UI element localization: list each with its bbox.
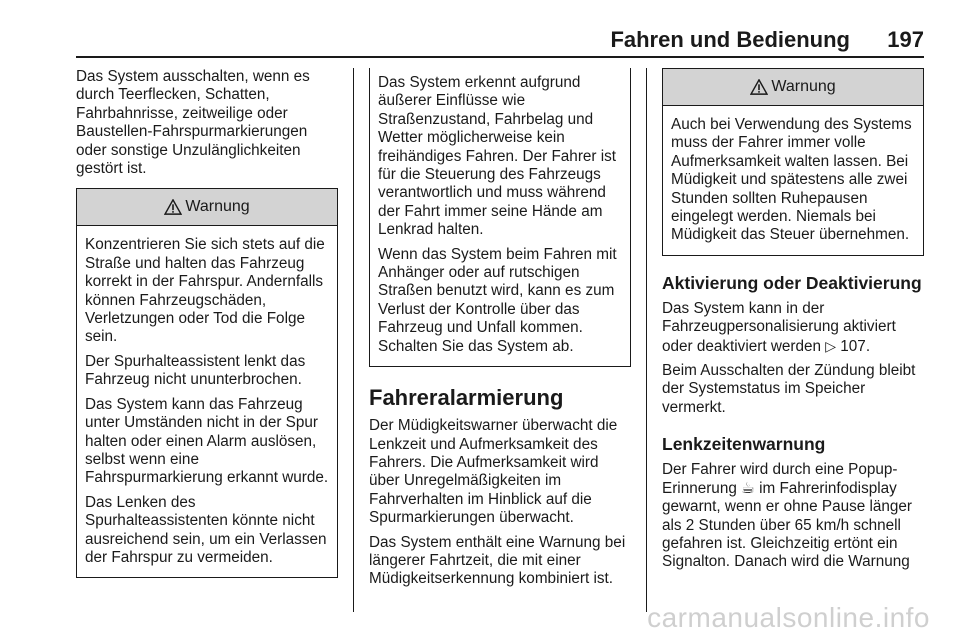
page-number: 197 bbox=[887, 27, 924, 52]
warning-box-2 bbox=[662, 68, 924, 256]
page-reference[interactable]: 107. bbox=[840, 337, 871, 355]
column-divider-right bbox=[646, 68, 647, 612]
warning-triangle-icon bbox=[164, 199, 182, 215]
body-paragraph bbox=[662, 461, 924, 571]
activation-text: Das System kann in der Fahrzeugpersonalisierung aktiviert oder deaktiviert werden bbox=[662, 299, 896, 355]
body-paragraph bbox=[662, 300, 924, 356]
warning-paragraph: Das System kann das Fahrzeug unter Umständen nicht in der Spur halten oder einen Alarm auslösen, selbst wenn eine Fahrspurmarkierung erkannt wurde. bbox=[85, 395, 329, 487]
box-paragraph: Wenn das System beim Fahren mit Anhänger oder auf rutschigen Straßen benutzt wird, kann es zum Verlust der Kontrolle über das Fahrzeug und Unfall kommen. Schalten Sie das System ab. bbox=[378, 245, 617, 355]
warning-body bbox=[77, 226, 337, 577]
page-reference-icon: ▷ bbox=[825, 337, 837, 354]
warning-box-1 bbox=[76, 188, 338, 578]
box-paragraph: Das System erkennt aufgrund äußerer Einflüsse wie Straßenzustand, Fahrbelag und Wetter möglicherweise kein freihändiges Fahren. Der Fahrer ist für die Steuerung des Fahrzeugs verantwortlich und muss während der Fahrt immer seine Hände am Lenkrad halten. bbox=[378, 74, 617, 239]
warning-paragraph: Der Spurhalteassistent lenkt das Fahrzeug nicht ununterbrochen. bbox=[85, 352, 306, 389]
warning-header bbox=[77, 189, 337, 226]
warning-header bbox=[663, 69, 923, 106]
lenkzeit-text-after: im Fahrerinfodisplay gewarnt, wenn er ohne Pause länger als 2 Stunden über 65 km/h schnell gefahren ist. Gleichzeitig ertönt ein Signalton. Danach wird die Warnung bbox=[662, 479, 913, 571]
subheading-aktivierung: Aktivierung oder Deaktivierung bbox=[662, 272, 922, 293]
section-heading-fahreralarmierung: Fahreralarmierung bbox=[369, 385, 564, 411]
intro-paragraph: Das System ausschalten, wenn es durch Teerflecken, Schatten, Fahrbahnrisse, zeitweilige oder Baustellen-Fahrspurmarkierungen oder sonstige Unzulänglichkeiten gestört ist. bbox=[76, 68, 310, 178]
body-paragraph: Das System enthält eine Warnung bei längerer Fahrtzeit, die mit einer Müdigkeitserkennung kombiniert ist. bbox=[369, 533, 626, 588]
body-paragraph: Beim Ausschalten der Zündung bleibt der Systemstatus im Speicher vermerkt. bbox=[662, 362, 916, 416]
lenkzeit-text-before: Der Fahrer wird durch eine Popup-Erinnerung bbox=[662, 461, 898, 497]
warning-title: Warnung bbox=[771, 78, 836, 95]
subheading-lenkzeitenwarnung: Lenkzeitenwarnung bbox=[662, 434, 826, 455]
watermark: carmanualsonline.info bbox=[647, 602, 930, 633]
warning-paragraph: Konzentrieren Sie sich stets auf die Straße und halten das Fahrzeug korrekt in der Fahrspur. Andernfalls können Fahrzeugschäden, Verletzungen oder Tod die Folge sein. bbox=[85, 236, 325, 346]
body-paragraph: Der Müdigkeitswarner überwacht die Lenkzeit und Aufmerksamkeit des Fahrers. Die Aufmerksamkeit wird über Unregelmäßigkeiten im Fahrverhalten im Hinblick auf die Spurmarkierungen überwacht. bbox=[369, 417, 618, 527]
column-3 bbox=[662, 68, 924, 578]
column-2 bbox=[369, 68, 631, 595]
warning-paragraph: Das Lenken des Spurhalteassistenten könnte nicht ausreichend sein, um ein Verlassen der Fahrspur zu vermeiden. bbox=[85, 493, 327, 566]
warning-continuation-box bbox=[369, 68, 631, 367]
column-1 bbox=[76, 68, 338, 578]
warning-triangle-icon bbox=[750, 79, 768, 95]
warning-body bbox=[663, 106, 923, 255]
coffee-cup-icon: ☕︎ bbox=[741, 479, 755, 497]
header-title: Fahren und Bedienung bbox=[610, 27, 850, 52]
column-divider-left bbox=[353, 68, 354, 612]
header-rule bbox=[76, 56, 924, 58]
warning-title: Warnung bbox=[185, 198, 250, 216]
warning-paragraph: Auch bei Verwendung des Systems muss der Fahrer immer volle Aufmerksamkeit walten lassen. Bei Müdigkeit und spätestens alle zwei Stunden sollten Ruhepausen eingelegt werden. Niemals bei Müdigkeit das Steuer übernehmen. bbox=[671, 116, 912, 244]
